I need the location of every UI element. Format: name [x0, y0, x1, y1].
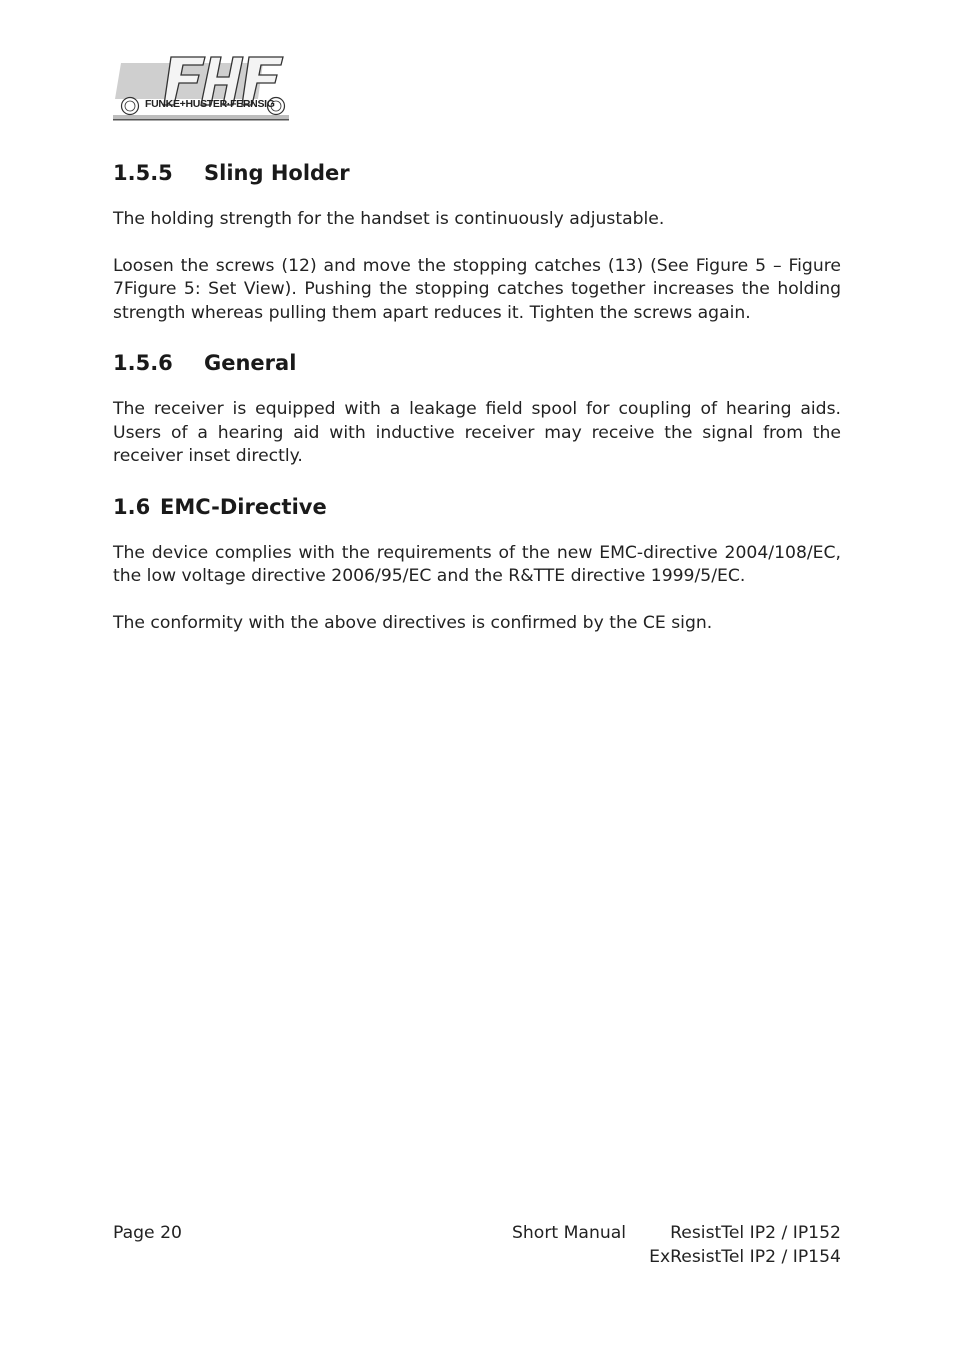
model-names: [649, 1222, 841, 1269]
section-heading-1-5-6: [113, 348, 841, 378]
fhf-logo-icon: [113, 55, 293, 123]
section-title: Sling Holder: [204, 161, 350, 185]
document-body: [113, 158, 841, 635]
paragraph: The holding strength for the handset is continuously adjustable.: [113, 209, 665, 229]
section-title: General: [204, 351, 297, 375]
paragraph: The receiver is equipped with a leakage field spool for coupling of hearing aids. Users of a hearing aid with inductive receiver may receive the signal from the receiver inset directly.: [113, 399, 841, 466]
paragraph: Loosen the screws (12) and move the stopping catches (13) (See Figure 5 – Figure 7Figure 5: Set View). Pushing the stopping catches together increases the holding strength whereas pulling them apart reduces it. Tighten the screws again.: [113, 255, 841, 323]
model-line: ExResistTel IP2 / IP154: [649, 1246, 841, 1267]
section-number: 1.6: [113, 494, 151, 519]
section-number: 1.5.5: [113, 161, 173, 185]
manual-title: Short Manual: [512, 1223, 627, 1243]
section-heading-1-6: [113, 492, 841, 522]
section-heading-1-5-5: [113, 158, 841, 188]
page-number: Page 20: [113, 1223, 182, 1243]
section-number: 1.5.6: [113, 351, 173, 375]
company-name: FUNKE+HUSTER·FERNSIG: [145, 98, 275, 110]
company-logo: [113, 55, 293, 123]
model-line: ResistTel IP2 / IP152: [670, 1223, 841, 1243]
section-title: EMC-Directive: [160, 494, 327, 519]
paragraph: The conformity with the above directives is confirmed by the CE sign.: [113, 612, 713, 633]
paragraph: The device complies with the requirements of the new EMC-directive 2004/108/EC, the low voltage directive 2006/95/EC and the R&TTE directive 1999/5/EC.: [113, 542, 841, 586]
